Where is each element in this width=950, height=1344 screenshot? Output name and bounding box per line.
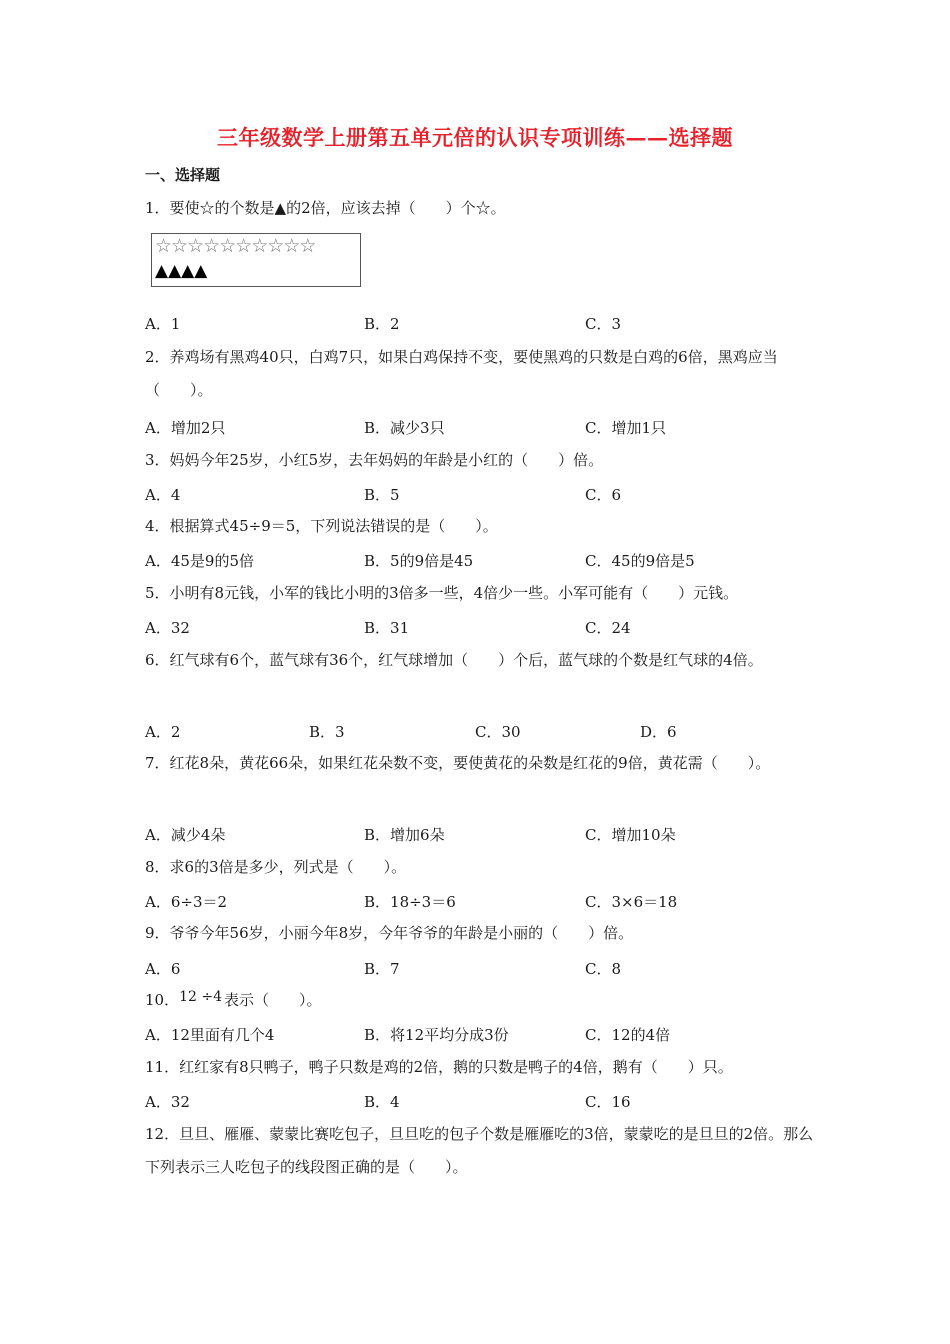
option-a[interactable]: A．6÷3＝2	[145, 893, 228, 911]
question-7-options	[145, 824, 825, 848]
question-11: 11．红红家有8只鸭子，鸭子只数是鸡的2倍，鹅的只数是鸭子的4倍，鹅有（ ）只。	[145, 1058, 733, 1076]
option-c[interactable]: C．16	[585, 1093, 631, 1111]
section-heading: 一、选择题	[145, 166, 221, 184]
question-3-options	[145, 484, 825, 508]
math-expression: 12 ÷4	[179, 989, 222, 1005]
question-5-options	[145, 617, 825, 641]
option-b[interactable]: B．5	[364, 486, 400, 504]
star-triangle-figure	[151, 233, 361, 287]
option-c[interactable]: C．8	[585, 960, 622, 978]
option-c[interactable]: C．24	[585, 619, 631, 637]
option-c[interactable]: C．3	[585, 315, 622, 333]
option-b[interactable]: B．增加6朵	[364, 826, 445, 844]
option-a[interactable]: A．减少4朵	[145, 826, 226, 844]
option-a[interactable]: A．4	[145, 486, 181, 504]
question-11-options	[145, 1091, 825, 1115]
option-a[interactable]: A．32	[145, 1093, 190, 1111]
option-b[interactable]: B．减少3只	[364, 419, 445, 437]
question-9-options	[145, 958, 825, 982]
question-8: 8．求6的3倍是多少，列式是（ ）。	[145, 858, 407, 876]
question-4-options	[145, 550, 825, 574]
option-a[interactable]: A．12里面有几个4	[145, 1026, 275, 1044]
option-c[interactable]: C．12的4倍	[585, 1026, 671, 1044]
option-b[interactable]: B．7	[364, 960, 400, 978]
option-a[interactable]: A．增加2只	[145, 419, 226, 437]
question-2: 2．养鸡场有黑鸡40只，白鸡7只，如果白鸡保持不变，要使黑鸡的只数是白鸡的6倍，黑鸡应当（ ）。	[145, 348, 778, 399]
option-a[interactable]: A．6	[145, 960, 181, 978]
option-b[interactable]: B．5的9倍是45	[364, 552, 474, 570]
option-b[interactable]: B．将12平均分成3份	[364, 1026, 509, 1044]
question-text: 表示（ ）。	[224, 991, 322, 1009]
option-a[interactable]: A．2	[145, 723, 181, 741]
question-8-options	[145, 891, 825, 915]
option-c[interactable]: C．增加10朵	[585, 826, 676, 844]
question-7: 7．红花8朵，黄花66朵，如果红花朵数不变，要使黄花的朵数是红花的9倍，黄花需（ ）。	[145, 754, 771, 772]
option-a[interactable]: A．32	[145, 619, 190, 637]
option-c[interactable]: C．45的9倍是5	[585, 552, 695, 570]
option-c[interactable]: C．30	[475, 723, 521, 741]
option-b[interactable]: B．31	[364, 619, 410, 637]
question-1-options	[145, 313, 825, 337]
question-10	[145, 984, 825, 1018]
option-c[interactable]: C．增加1只	[585, 419, 667, 437]
question-12: 12．旦旦、雁雁、蒙蒙比赛吃包子，旦旦吃的包子个数是雁雁吃的3倍，蒙蒙吃的是旦旦的2倍。那么下列表示三人吃包子的线段图正确的是（ ）。	[145, 1125, 814, 1176]
page-title: 三年级数学上册第五单元倍的认识专项训练——选择题	[217, 125, 733, 150]
option-b[interactable]: B．2	[364, 315, 400, 333]
question-3: 3．妈妈今年25岁，小红5岁，去年妈妈的年龄是小红的（ ）倍。	[145, 451, 604, 469]
option-d[interactable]: D．6	[640, 723, 677, 741]
question-6: 6．红气球有6个，蓝气球有36个，红气球增加（ ）个后，蓝气球的个数是红气球的4倍。	[145, 651, 763, 669]
option-a[interactable]: A．1	[145, 315, 181, 333]
option-b[interactable]: B．18÷3＝6	[364, 893, 456, 911]
question-10-options	[145, 1024, 825, 1048]
question-1: 1．要使☆的个数是▲的2倍，应该去掉（ ）个☆。	[145, 199, 506, 217]
triangle-row: ▲▲▲▲	[155, 261, 208, 281]
question-9: 9．爷爷今年56岁，小丽今年8岁，今年爷爷的年龄是小丽的（ ）倍。	[145, 924, 634, 942]
question-number: 10．	[145, 991, 180, 1009]
question-6-options	[145, 721, 825, 745]
question-2-options	[145, 417, 825, 441]
option-b[interactable]: B．3	[309, 723, 345, 741]
question-5: 5．小明有8元钱，小军的钱比小明的3倍多一些，4倍少一些。小军可能有（ ）元钱。	[145, 584, 739, 602]
option-c[interactable]: C．6	[585, 486, 622, 504]
option-c[interactable]: C．3×6＝18	[585, 893, 678, 911]
star-row: ☆☆☆☆☆☆☆☆☆☆	[155, 235, 316, 257]
option-b[interactable]: B．4	[364, 1093, 400, 1111]
question-4: 4．根据算式45÷9＝5，下列说法错误的是（ ）。	[145, 517, 498, 535]
option-a[interactable]: A．45是9的5倍	[145, 552, 255, 570]
